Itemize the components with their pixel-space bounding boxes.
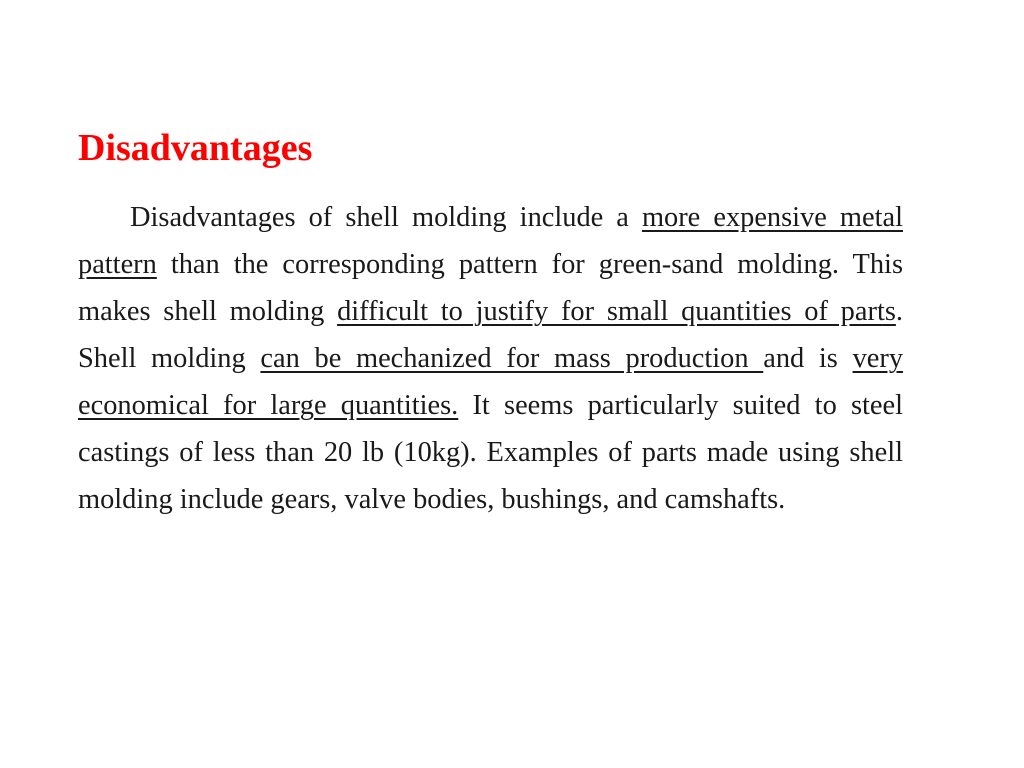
underlined-text-segment: very economical for large quantities. xyxy=(78,343,904,421)
text-segment: It seems particularly suited to steel castings of less than 20 lb (10kg). Examples of parts made using shell molding include gears, valve bodies, bushings, and camshafts. xyxy=(78,390,903,515)
text-segment: than the corresponding pattern for green-sand molding. This makes shell molding xyxy=(78,249,903,327)
underlined-text-segment: difficult to justify for small quantities of parts xyxy=(337,296,896,327)
text-segment: and is xyxy=(763,343,853,374)
text-segment: . Shell molding xyxy=(78,296,903,374)
text-segment: Disadvantages of shell molding include a xyxy=(130,202,642,233)
underlined-text-segment: can be mechanized for mass production xyxy=(260,343,764,374)
body-paragraph xyxy=(78,194,903,523)
underlined-text-segment: more expensive metal pattern xyxy=(78,202,903,280)
slide-heading: Disadvantages xyxy=(78,127,313,169)
